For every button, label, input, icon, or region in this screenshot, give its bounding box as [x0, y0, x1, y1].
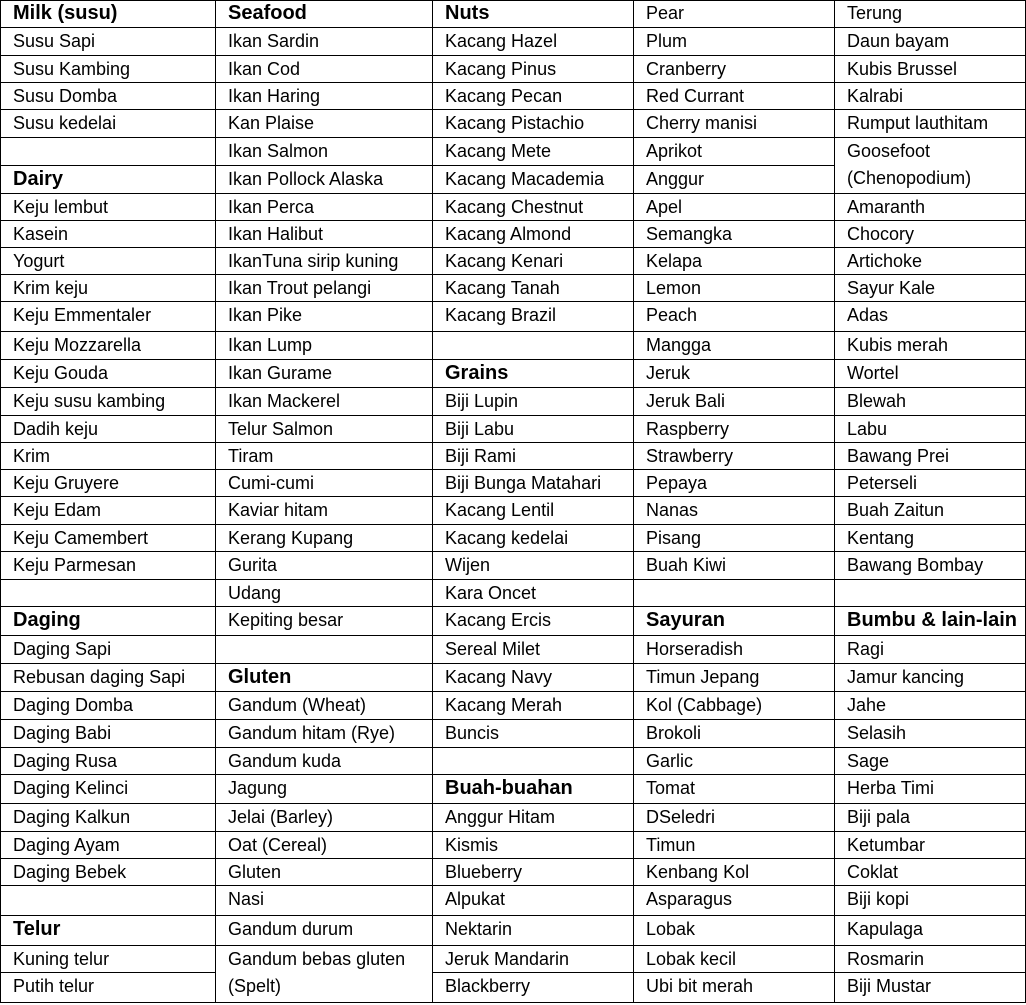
table-cell: Nanas	[634, 497, 835, 525]
table-cell: Brokoli	[634, 720, 835, 748]
table-cell: Udang	[216, 580, 433, 607]
table-cell: Kepiting besar	[216, 607, 433, 636]
table-cell: Kacang Merah	[433, 692, 634, 720]
table-cell: Keju susu kambing	[1, 388, 216, 416]
table-cell: Kacang Almond	[433, 221, 634, 248]
table-cell: Keju Edam	[1, 497, 216, 525]
table-cell: Kacang kedelai	[433, 525, 634, 552]
table-cell: Kacang Hazel	[433, 28, 634, 56]
category-header: Gluten	[216, 664, 433, 692]
table-cell: Lemon	[634, 275, 835, 302]
table-cell: Keju Parmesan	[1, 552, 216, 580]
table-cell: Kacang Tanah	[433, 275, 634, 302]
table-cell: Blewah	[835, 388, 1026, 416]
table-cell	[216, 636, 433, 664]
table-cell: Kacang Kenari	[433, 248, 634, 275]
table-cell: Kentang	[835, 525, 1026, 552]
table-cell: Kara Oncet	[433, 580, 634, 607]
table-cell: Kacang Ercis	[433, 607, 634, 636]
table-cell: Gandum kuda	[216, 748, 433, 775]
table-cell: Anggur	[634, 166, 835, 194]
table-cell: Kapulaga	[835, 916, 1026, 946]
table-cell: Coklat	[835, 859, 1026, 886]
table-cell: Ikan Pollock Alaska	[216, 166, 433, 194]
table-cell: Tiram	[216, 443, 433, 470]
table-cell: Susu Domba	[1, 83, 216, 110]
table-cell: Kismis	[433, 832, 634, 859]
table-cell: Cumi-cumi	[216, 470, 433, 497]
table-cell: Keju Emmentaler	[1, 302, 216, 332]
table-cell: Daging Kalkun	[1, 804, 216, 832]
table-cell: Ikan Cod	[216, 56, 433, 83]
table-cell: Cherry manisi	[634, 110, 835, 138]
table-cell: Jeruk Bali	[634, 388, 835, 416]
table-cell: Kacang Pecan	[433, 83, 634, 110]
table-cell: Blackberry	[445, 976, 531, 996]
table-column-3	[432, 0, 634, 1002]
table-cell: Lobak	[634, 916, 835, 946]
category-header: Daging	[1, 607, 216, 636]
table-cell: Kenbang Kol	[634, 859, 835, 886]
table-cell: Bawang Prei	[835, 443, 1026, 470]
table-cell: Daging Babi	[1, 720, 216, 748]
table-cell: Ikan Perca	[216, 194, 433, 221]
table-cell	[433, 748, 634, 775]
category-header: Seafood	[216, 0, 433, 28]
table-cell: Biji Lupin	[433, 388, 634, 416]
table-cell: Kacang Pistachio	[433, 110, 634, 138]
table-cell: Rebusan daging Sapi	[1, 664, 216, 692]
table-cell: Bawang Bombay	[835, 552, 1026, 580]
table-cell: Gurita	[216, 552, 433, 580]
table-cell: Sayur Kale	[835, 275, 1026, 302]
table-column-5	[834, 0, 1026, 1002]
table-cell: Horseradish	[634, 636, 835, 664]
table-column-1	[0, 0, 216, 1002]
table-cell: Kalrabi	[835, 83, 1026, 110]
table-cell: Ikan Gurame	[216, 360, 433, 388]
table-cell: Gluten	[216, 859, 433, 886]
table-cell: Pisang	[634, 525, 835, 552]
table-cell: Kan Plaise	[216, 110, 433, 138]
table-cell: Wortel	[835, 360, 1026, 388]
table-cell: Kelapa	[634, 248, 835, 275]
table-cell: Strawberry	[634, 443, 835, 470]
table-cell: Biji pala	[835, 804, 1026, 832]
table-cell: Buah Kiwi	[634, 552, 835, 580]
table-cell: Terung	[835, 0, 1026, 28]
table-cell: Aprikot	[634, 138, 835, 166]
table-cell: Ikan Halibut	[216, 221, 433, 248]
table-cell: Pepaya	[634, 470, 835, 497]
table-cell: Herba Timi	[835, 775, 1026, 804]
table-cell: Dadih keju	[1, 416, 216, 443]
table-cell: Ikan Haring	[216, 83, 433, 110]
table-cell: Gandum bebas gluten (Spelt)	[228, 949, 406, 996]
table-cell: Buah Zaitun	[835, 497, 1026, 525]
table-cell	[1, 580, 216, 607]
table-cell: Labu	[835, 416, 1026, 443]
table-cell: Gandum (Wheat)	[216, 692, 433, 720]
table-cell: Buncis	[433, 720, 634, 748]
table-cell: Susu Sapi	[1, 28, 216, 56]
table-cell: Keju Mozzarella	[1, 332, 216, 360]
table-cell: Kol (Cabbage)	[634, 692, 835, 720]
table-cell: Rumput lauthitam	[835, 110, 1026, 138]
table-cell: Ubi bit merah	[646, 976, 754, 996]
category-header: Milk (susu)	[1, 0, 216, 28]
table-cell: Jahe	[835, 692, 1026, 720]
table-cell: Ikan Trout pelangi	[216, 275, 433, 302]
table-cell	[1, 138, 216, 166]
table-cell: Amaranth	[835, 194, 1026, 221]
table-cell: Peterseli	[835, 470, 1026, 497]
table-cell: Keju Camembert	[1, 525, 216, 552]
table-cell: Keju lembut	[1, 194, 216, 221]
table-cell: Kerang Kupang	[216, 525, 433, 552]
table-cell: Daging Bebek	[1, 859, 216, 886]
category-header: Buah-buahan	[433, 775, 634, 804]
table-cell: Kacang Chestnut	[433, 194, 634, 221]
table-cell: Ketumbar	[835, 832, 1026, 859]
table-cell: Kubis Brussel	[835, 56, 1026, 83]
table-cell: Nektarin	[433, 916, 634, 946]
table-cell: Keju Gouda	[1, 360, 216, 388]
table-cell: Blueberry	[433, 859, 634, 886]
table-cell: Ikan Salmon	[216, 138, 433, 166]
table-cell: Tomat	[634, 775, 835, 804]
table-column-2	[215, 0, 433, 1002]
category-header: Telur	[1, 916, 216, 946]
table-cell: Peach	[634, 302, 835, 332]
table-cell: Kacang Brazil	[433, 302, 634, 332]
table-cell: Wijen	[433, 552, 634, 580]
table-cell: Goosefoot (Chenopodium)	[835, 138, 1026, 194]
table-cell: Yogurt	[1, 248, 216, 275]
table-cell	[634, 580, 835, 607]
table-cell: Ikan Sardin	[216, 28, 433, 56]
table-cell: Susu Kambing	[1, 56, 216, 83]
table-cell: Anggur Hitam	[433, 804, 634, 832]
table-cell: Kubis merah	[835, 332, 1026, 360]
table-cell: Daging Domba	[1, 692, 216, 720]
table-cell	[835, 580, 1026, 607]
table-cell: Gandum hitam (Rye)	[216, 720, 433, 748]
table-cell: IkanTuna sirip kuning	[216, 248, 433, 275]
table-cell: Alpukat	[433, 886, 634, 916]
table-cell: Timun Jepang	[634, 664, 835, 692]
table-cell: Semangka	[634, 221, 835, 248]
category-header: Sayuran	[634, 607, 835, 636]
table-cell: Raspberry	[634, 416, 835, 443]
table-cell	[433, 332, 634, 360]
table-cell: Daging Kelinci	[1, 775, 216, 804]
table-bottom-border	[0, 1002, 1026, 1003]
table-cell: Plum	[634, 28, 835, 56]
table-cell: Nasi	[216, 886, 433, 916]
table-cell: Chocory	[835, 221, 1026, 248]
table-cell: Ragi	[835, 636, 1026, 664]
table-cell: Krim keju	[1, 275, 216, 302]
table-cell: Jamur kancing	[835, 664, 1026, 692]
table-cell: Kaviar hitam	[216, 497, 433, 525]
category-header: Dairy	[1, 166, 216, 194]
table-cell: Adas	[835, 302, 1026, 332]
table-cell: Biji Mustar	[847, 976, 932, 996]
table-cell: Asparagus	[634, 886, 835, 916]
table-cell: Jeruk	[634, 360, 835, 388]
table-cell: Biji Labu	[433, 416, 634, 443]
table-cell: Krim	[1, 443, 216, 470]
table-cell	[1, 886, 216, 916]
table-cell: Ikan Mackerel	[216, 388, 433, 416]
table-cell: Kuning telur	[1, 946, 216, 973]
table-cell: Putih telur	[13, 976, 95, 996]
category-header: Bumbu & lain-lain	[835, 607, 1026, 636]
table-cell: Telur Salmon	[216, 416, 433, 443]
table-cell: Kacang Mete	[433, 138, 634, 166]
category-header: Nuts	[433, 0, 634, 28]
table-cell: Lobak kecil	[634, 946, 835, 973]
table-cell: Kacang Macademia	[433, 166, 634, 194]
table-cell: Jelai (Barley)	[216, 804, 433, 832]
table-cell: Biji Bunga Matahari	[433, 470, 634, 497]
table-cell: Kacang Pinus	[433, 56, 634, 83]
table-cell: Artichoke	[835, 248, 1026, 275]
table-cell: Sage	[835, 748, 1026, 775]
table-cell: Garlic	[634, 748, 835, 775]
table-cell: Biji kopi	[835, 886, 1026, 916]
table-cell: Jagung	[216, 775, 433, 804]
table-cell: Daun bayam	[835, 28, 1026, 56]
table-cell: Kasein	[1, 221, 216, 248]
table-cell: Oat (Cereal)	[216, 832, 433, 859]
table-cell: Daging Sapi	[1, 636, 216, 664]
table-cell: Keju Gruyere	[1, 470, 216, 497]
table-cell: Kacang Lentil	[433, 497, 634, 525]
table-cell: Susu kedelai	[1, 110, 216, 138]
table-cell: Apel	[634, 194, 835, 221]
category-header: Grains	[433, 360, 634, 388]
table-cell: Rosmarin	[835, 946, 1026, 973]
table-cell: Selasih	[835, 720, 1026, 748]
table-cell: Sereal Milet	[433, 636, 634, 664]
table-cell: Biji Rami	[433, 443, 634, 470]
table-cell: Mangga	[634, 332, 835, 360]
table-cell: Pear	[634, 0, 835, 28]
table-cell: Red Currant	[634, 83, 835, 110]
table-cell: DSeledri	[634, 804, 835, 832]
table-cell: Gandum durum	[216, 916, 433, 946]
table-cell: Daging Ayam	[1, 832, 216, 859]
table-cell: Daging Rusa	[1, 748, 216, 775]
table-cell: Kacang Navy	[433, 664, 634, 692]
table-cell: Cranberry	[634, 56, 835, 83]
table-cell: Ikan Pike	[216, 302, 433, 332]
table-cell: Ikan Lump	[216, 332, 433, 360]
table-column-4	[633, 0, 835, 1002]
table-cell: Jeruk Mandarin	[433, 946, 634, 973]
table-cell: Timun	[634, 832, 835, 859]
